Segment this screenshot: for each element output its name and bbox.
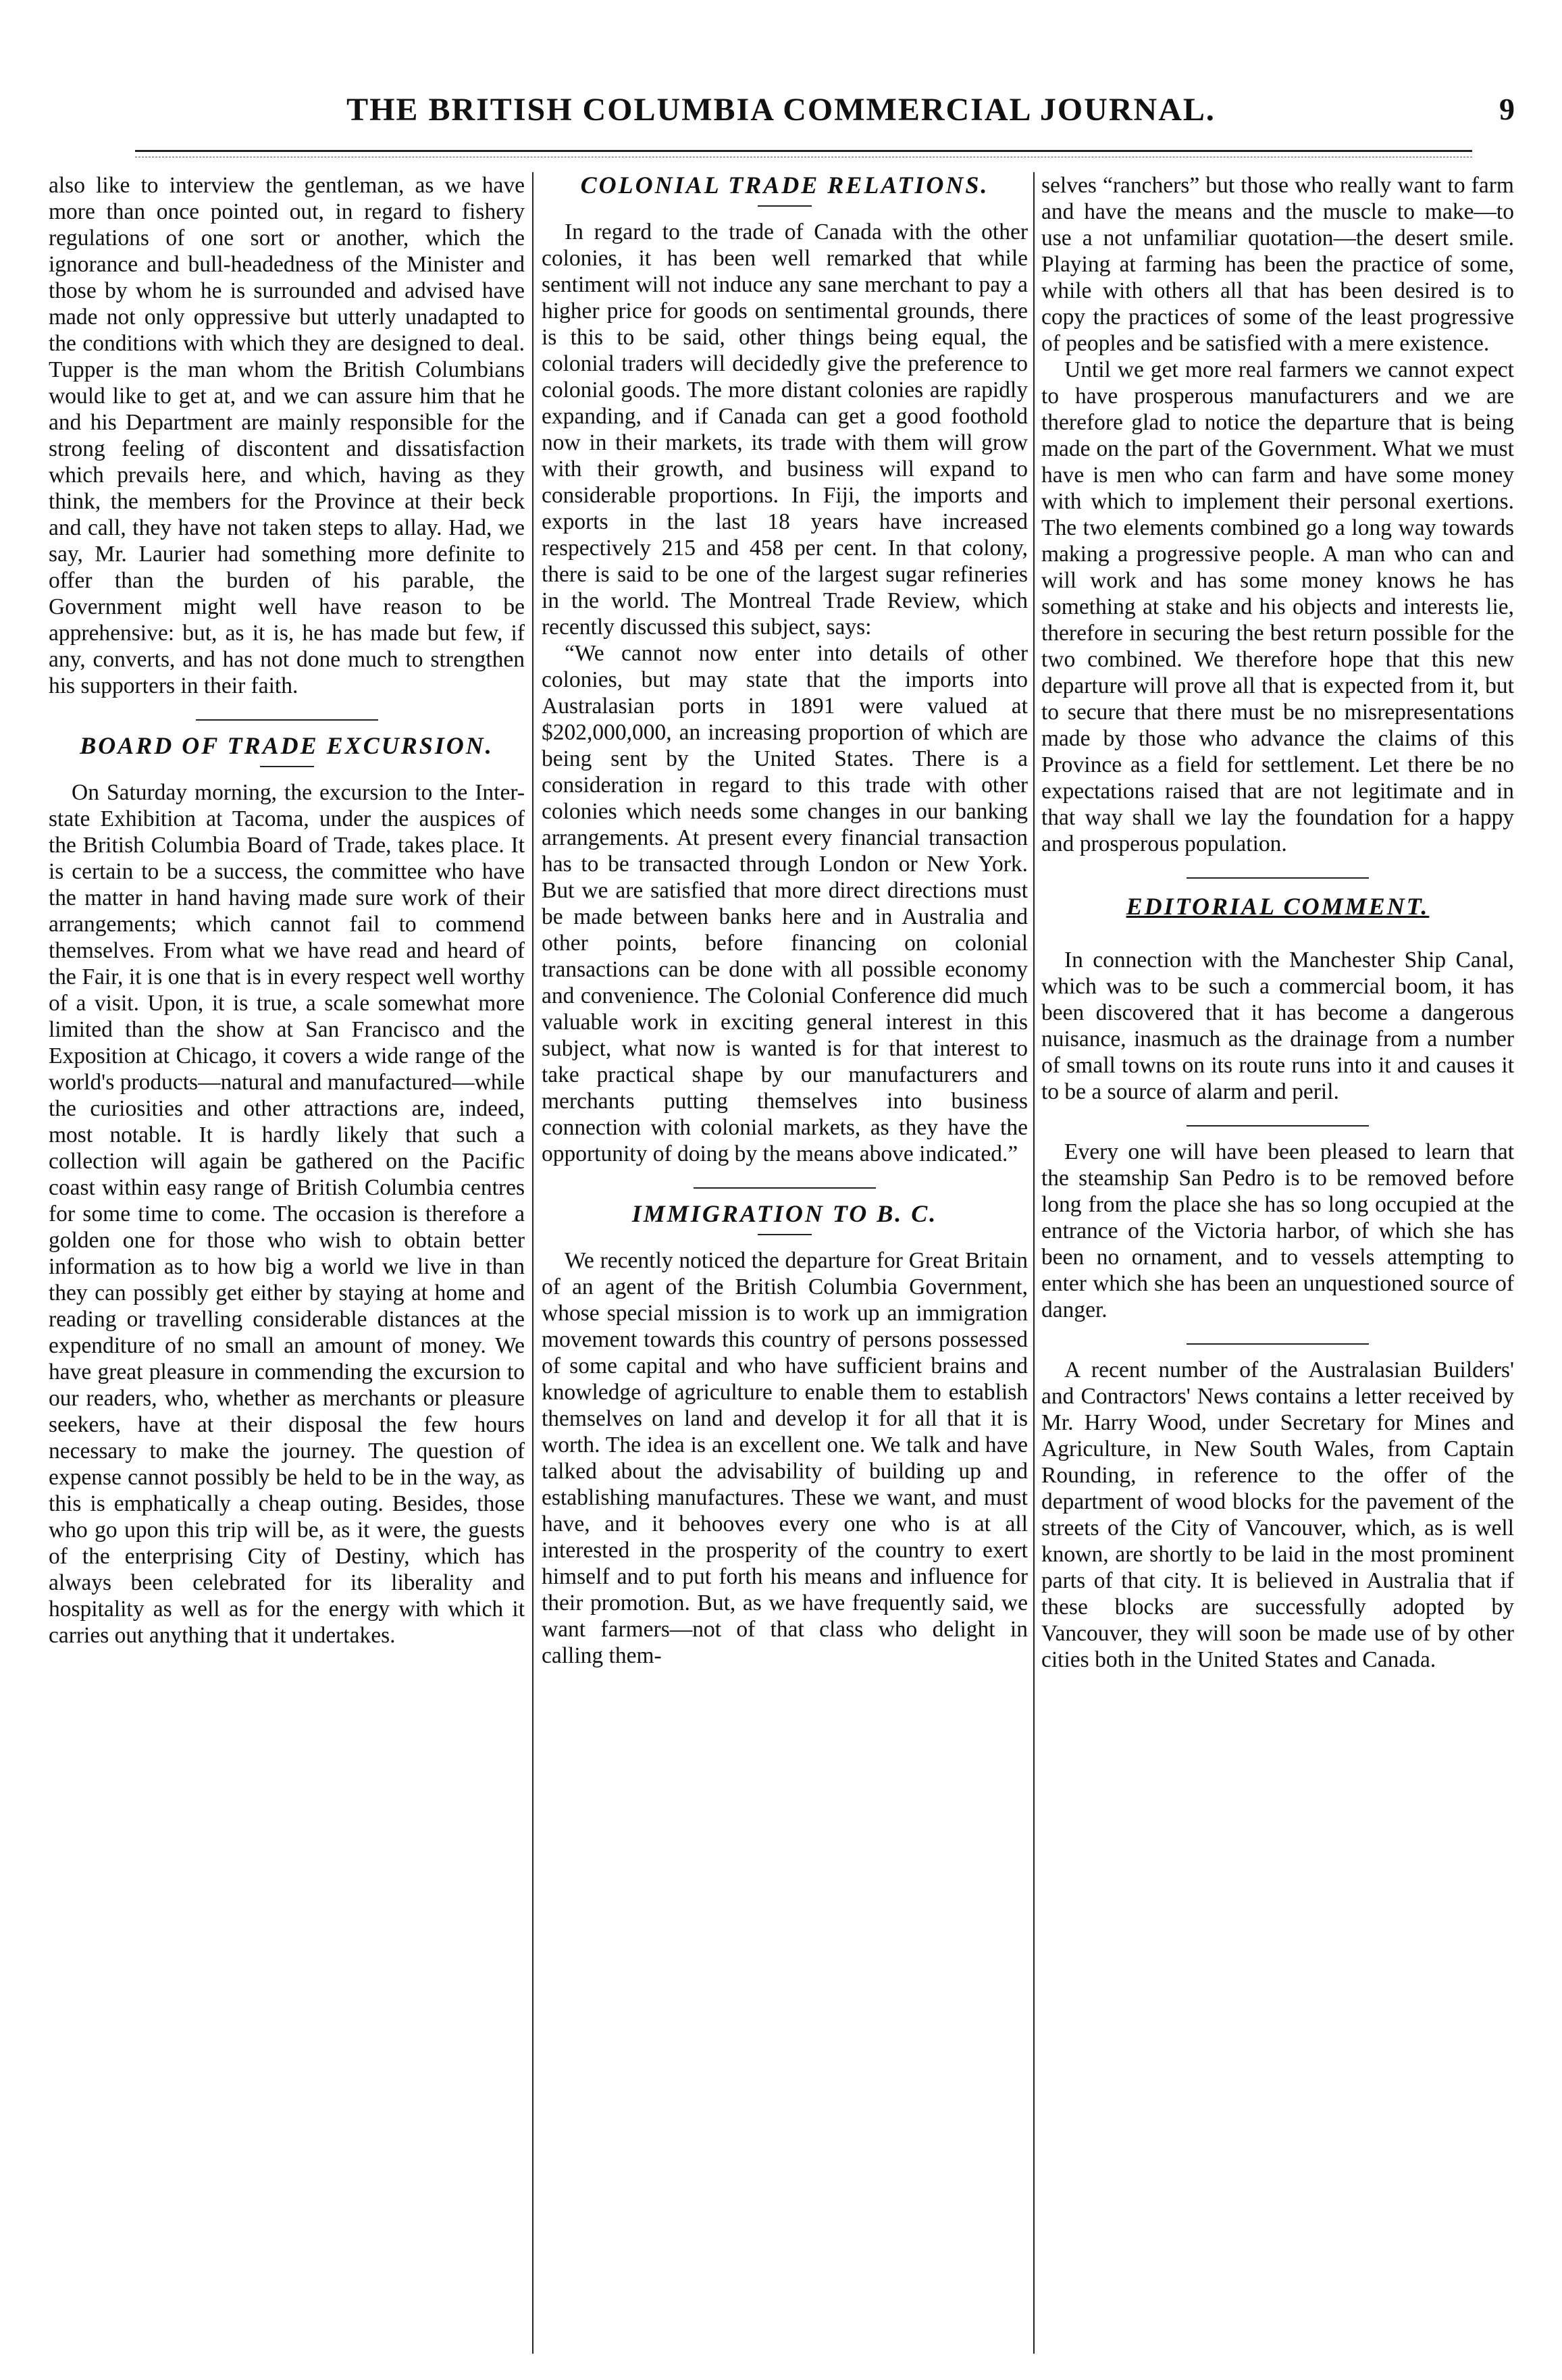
heading-rule xyxy=(260,766,314,767)
heading-rule xyxy=(758,205,812,207)
colonial-trade-quote: “We cannot now enter into details of other colonies, but may state that the imports into Australasian ports in 1891 were valued at $202,000,000, an increasing proportion of which are being sent by the United States. There is a consideration in regard to this trade with other colonies which needs some changes in our banking arrangements. At present every financial transaction has to be transacted through London or New York. But we are satisfied that more direct directions must be made between banks here and in Australia and other points, before financing on colonial transactions can be done with all possible economy and convenience. The Colonial Conference did much valuable work in exciting general interest in this subject, what now is wanted is for that interest to take practical shape by our manufacturers and merchants putting themselves into business connection with colonial markets, as they have the opportunity of doing by the means above indicated.” xyxy=(542,641,1028,1166)
column-3 xyxy=(1041,172,1514,2354)
masthead xyxy=(0,91,1562,132)
journal-title: THE BRITISH COLUMBIA COMMERCIAL JOURNAL. xyxy=(346,92,1216,128)
header-rule xyxy=(135,150,1472,152)
wood-blocks-item: A recent number of the Australasian Builders' and Contractors' News contains a letter received by Mr. Harry Wood, under Secretary for Mines and Agriculture, in New South Wales, from Captain Rounding, in reference to the offer of the department of wood blocks for the pavement of the streets of the City of Vancouver, which, as is well known, are shortly to be laid in the most prominent parts of that city. It is believed in Australia that if these blocks are successfully adopted by Vancouver, they will soon be made use of by other cities both in the United States and Canada. xyxy=(1041,1357,1514,1672)
colonial-trade-paragraph: In regard to the trade of Canada with the other colonies, it has been well remarked that while sentiment will not induce any sane merchant to pay a higher price for goods on sentimental grounds, there is this to be said, other things being equal, the colonial traders will decidedly give the preference to colonial goods. The more distant colonies are rapidly expanding, and if Canada can get a good foothold now in their markets, its trade with them will grow with their growth, and business will expand to considerable proportions. In Fiji, the imports and exports in the last 18 years have increased respectively 215 and 458 per cent. In that colony, there is said to be one of the largest sugar refineries in the world. The Montreal Trade Review, which recently discussed this subject, says: xyxy=(542,219,1028,640)
immigration-heading: IMMIGRATION TO B. C. xyxy=(631,1200,938,1227)
board-of-trade-heading: BOARD OF TRADE EXCURSION. xyxy=(80,732,494,759)
column-2 xyxy=(542,172,1028,2354)
colonial-trade-heading: COLONIAL TRADE RELATIONS. xyxy=(580,172,989,199)
immigration-continuation: selves “ranchers” but those who really want to farm and have the means and the muscle to make—to use a not unfamiliar quotation—the desert smile. Playing at farming has been the practice of some, while with others all that has been desired is to copy the practices of some of the least progressive of peoples and be satisfied with a mere existence. xyxy=(1041,173,1514,356)
immigration-paragraph: We recently noticed the departure for Great Britain of an agent of the British Columbia Government, whose special mission is to work up an immigration movement towards this country of persons possessed of some capital and who have sufficient brains and knowledge of agriculture to enable them to establish themselves on land and develop it for all that it is worth. The idea is an excellent one. We talk and have talked about the advisability of building up and establishing manufactures. These we want, and must have, and it behooves every one who is at all interested in the prosperity of the country to exert himself and to put forth his means and influence for their promotion. But, as we have frequently said, we want farmers—not of that class who delight in calling them- xyxy=(542,1248,1028,1668)
laurier-article-continuation: also like to interview the gentleman, as we have more than once pointed out, in regard to fishery regulations of one sort or another, which the ignorance and bull-headedness of the Minister and those by whom he is surrounded and advised have made not only oppressive but utterly unadapted to the conditions with which they are designed to deal. Tupper is the man whom the British Columbians would like to get at, and we can assure him that he and his Department are mainly responsible for the strong feeling of discontent and dissatisfaction which prevails here, and which, having as they think, the members for the Province at their beck and call, they have not taken steps to allay. Had, we say, Mr. Laurier had something more definite to offer than the burden of his parable, the Government might well have reason to be apprehensive: but, as it is, he has made but few, if any, converts, and has not done much to strengthen his supporters in their faith. xyxy=(49,173,525,698)
column-divider-1 xyxy=(532,172,533,2354)
item-divider xyxy=(1187,1343,1369,1345)
column-1 xyxy=(49,172,525,2354)
column-divider-2 xyxy=(1033,172,1035,2354)
section-divider xyxy=(694,1187,876,1189)
board-of-trade-paragraph: On Saturday morning, the excursion to the Inter-state Exhibition at Tacoma, under the auspices of the British Columbia Board of Trade, takes place. It is certain to be a success, the committee who have the matter in hand having made sure work of their arrangements; which cannot fail to commend themselves. From what we have read and heard of the Fair, it is one that is in every respect well worthy of a visit. Upon, it is true, a scale somewhat more limited than the show at San Francisco and the Exposition at Chicago, it covers a wide range of the world's products—natural and manufactured—while the curiosities and other attractions are, indeed, most notable. It is hardly likely that such a collection will again be gathered on the Pacific coast within easy range of British Columbia centres for some time to come. The occasion is therefore a golden one for those who wish to obtain better information as to how big a world we live in than they can possibly get either by staying at home and reading or travelling considerable distances at the expenditure of no small an amount of money. We have great pleasure in commending the excursion to our readers, who, whether as merchants or pleasure seekers, have at their disposal the few hours necessary to make the journey. The question of expense cannot possibly be held to be in the way, as this is emphatically a cheap outing. Besides, those who go upon this trip will be, as it were, the guests of the enterprising City of Destiny, which has always been celebrated for its liberality and hospitality as well as for the energy with which it carries out anything that it undertakes. xyxy=(49,780,525,1648)
section-divider xyxy=(1187,877,1369,879)
manchester-canal-item: In connection with the Manchester Ship Canal, which was to be such a commercial boom, it has been discovered that it has become a dangerous nuisance, inasmuch as the drainage from a number of small towns on its route runs into it and causes it to be a source of alarm and peril. xyxy=(1041,948,1514,1104)
immigration-paragraph-2: Until we get more real farmers we cannot expect to have prosperous manufacturers and we are therefore glad to notice the departure that is being made on the part of the Government. What we must have is men who can farm and have some money with which to implement their personal exertions. The two elements combined go a long way towards making a progressive people. A man who can and will work and has some money knows he has something at stake and his objects and interests lie, therefore in securing the best return possible for the two combined. We therefore hope that this new departure will prove all that is expected from it, but to secure that there must be no misrepresentations made by those who advance the claims of this Province as a field for settlement. Let there be no expectations raised that are not legitimate and in that way shall we lay the foundation for a happy and prosperous population. xyxy=(1041,357,1514,856)
page-number: 9 xyxy=(1499,92,1515,126)
section-divider xyxy=(196,719,378,721)
heading-rule xyxy=(758,1234,812,1235)
item-divider xyxy=(1187,1125,1369,1127)
san-pedro-item: Every one will have been pleased to learn that the steamship San Pedro is to be removed before long from the place she has so long occupied at the entrance of the Victoria harbor, of which she has been no ornament, and to vessels attempting to enter which she has been an unquestioned source of danger. xyxy=(1041,1139,1514,1322)
editorial-comment-heading: EDITORIAL COMMENT. xyxy=(1126,893,1430,920)
